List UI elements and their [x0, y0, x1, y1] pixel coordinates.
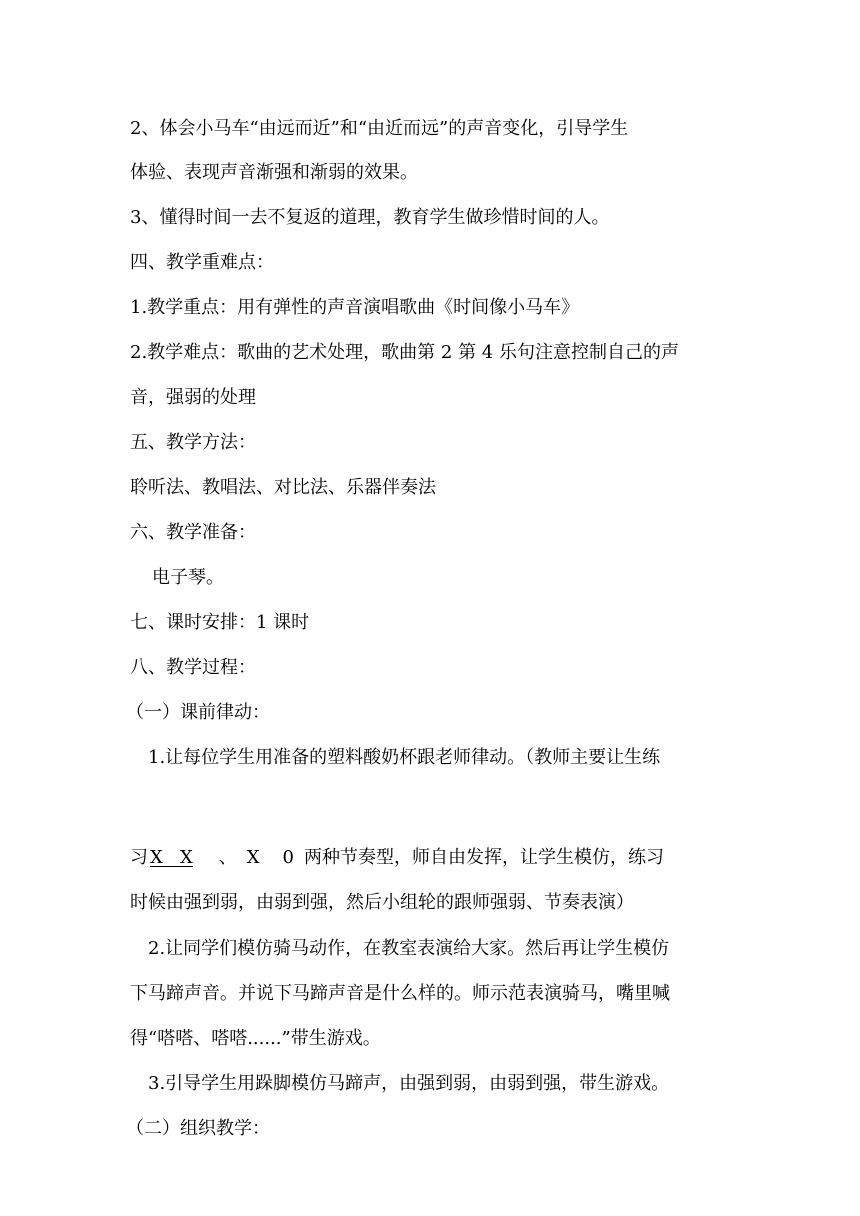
subsection-heading: （二）组织教学： — [126, 1118, 270, 1139]
text-line: 1.教学重点：用有弹性的声音演唱歌曲《时间像小马车》 — [130, 297, 580, 318]
section-heading: 五、教学方法： — [130, 432, 256, 453]
text-line: 电子琴。 — [152, 567, 224, 588]
text-line: 下马蹄声音。并说下马蹄声音是什么样的。师示范表演骑马，嘴里喊 — [130, 983, 670, 1004]
section-heading: 六、教学准备： — [130, 522, 256, 543]
text-line: 聆听法、教唱法、对比法、乐器伴奏法 — [130, 477, 436, 498]
text-fragment: 两种节奏型，师自由发挥，让学生模仿，练习 — [303, 847, 664, 868]
text-line: 2、体会小马车“由远而近”和“由近而远”的声音变化，引导学生 — [130, 118, 629, 139]
text-line: 2.让同学们模仿骑马动作，在教室表演给大家。然后再让学生模仿 — [148, 938, 670, 959]
section-heading: 七、课时安排：1 课时 — [130, 612, 310, 633]
separator: 、 — [218, 847, 237, 868]
rhythm-line — [130, 847, 664, 869]
text-line: 时候由强到弱，由弱到强，然后小组轮的跟师强弱、节奏表演） — [130, 892, 634, 913]
text-line: 3、懂得时间一去不复返的道理，教育学生做珍惜时间的人。 — [130, 207, 610, 228]
subsection-heading: （一）课前律动： — [126, 702, 270, 723]
rhythm-pattern-underlined: X X — [150, 847, 193, 868]
text-line: 1.让每位学生用准备的塑料酸奶杯跟老师律动。（教师主要让生练 — [148, 747, 661, 768]
text-line: 音，强弱的处理 — [130, 387, 256, 408]
rhythm-pattern: X 0 — [246, 847, 294, 868]
section-heading: 四、教学重难点： — [130, 252, 274, 273]
text-line: 3.引导学生用跺脚模仿马蹄声，由强到弱，由弱到强，带生游戏。 — [148, 1073, 670, 1094]
text-line: 2.教学难点：歌曲的艺术处理，歌曲第 2 第 4 乐句注意控制自己的声 — [130, 342, 679, 363]
text-fragment: 习 — [130, 847, 148, 868]
section-heading: 八、教学过程： — [130, 657, 256, 678]
text-line: 体验、表现声音渐强和渐弱的效果。 — [130, 162, 418, 183]
text-line: 得“嗒嗒、嗒嗒......”带生游戏。 — [130, 1028, 381, 1049]
